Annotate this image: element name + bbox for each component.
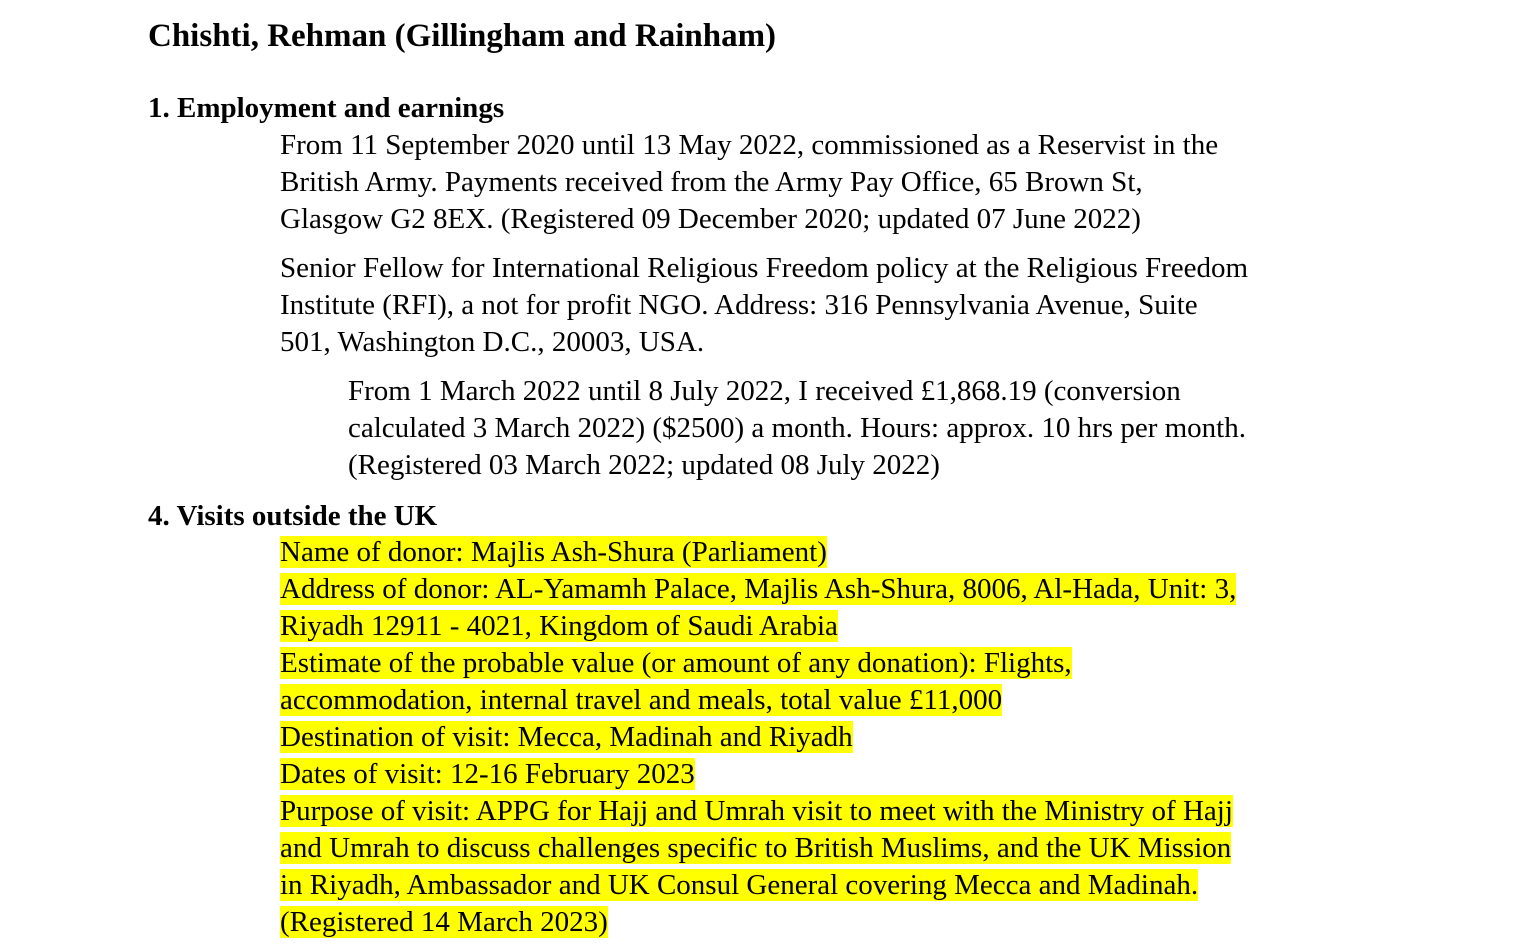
paragraph-line: From 11 September 2020 until 13 May 2022, commissioned as a Reservist in the: [280, 129, 1219, 161]
paragraph-line: Institute (RFI), a not for profit NGO. Address: 316 Pennsylvania Avenue, Suite: [280, 289, 1198, 321]
highlighted-text: Address of donor: AL-Yamamh Palace, Majlis Ash-Shura, 8006, Al-Hada, Unit: 3,: [280, 573, 1237, 605]
visit-line-destination: [280, 719, 1236, 756]
visit-line-dates: [280, 756, 1236, 793]
highlighted-text: Dates of visit: 12-16 February 2023: [280, 758, 695, 790]
highlighted-text: Destination of visit: Mecca, Madinah and Riyadh: [280, 721, 853, 753]
section-heading-employment: 1. Employment and earnings: [148, 92, 505, 124]
visit-line-purpose: [280, 793, 1236, 830]
visit-line-purpose: [280, 867, 1236, 904]
highlighted-text: Name of donor: Majlis Ash-Shura (Parliament): [280, 536, 827, 568]
paragraph-line: calculated 3 March 2022) ($2500) a month. Hours: approx. 10 hrs per month.: [348, 412, 1246, 444]
highlighted-text: Purpose of visit: APPG for Hajj and Umrah visit to meet with the Ministry of Hajj: [280, 795, 1233, 827]
visit-line-donor-address: [280, 571, 1236, 608]
paragraph-line: (Registered 03 March 2022; updated 08 July 2022): [348, 449, 940, 481]
paragraph-line: Senior Fellow for International Religious Freedom policy at the Religious Freedom: [280, 252, 1249, 284]
highlighted-text: Riyadh 12911 - 4021, Kingdom of Saudi Arabia: [280, 610, 838, 642]
visit-line-value: [280, 682, 1236, 719]
employment-paragraph-senior-fellow: [280, 250, 1248, 361]
highlighted-text: in Riyadh, Ambassador and UK Consul General covering Mecca and Madinah.: [280, 869, 1199, 901]
visit-line-donor-address: [280, 608, 1236, 645]
visit-details-block: [280, 534, 1236, 941]
member-name-title: Chishti, Rehman (Gillingham and Rainham): [148, 18, 777, 54]
visit-line-purpose: [280, 830, 1236, 867]
highlighted-text: and Umrah to discuss challenges specific to British Muslims, and the UK Mission: [280, 832, 1232, 864]
visit-line-donor-name: [280, 534, 1236, 571]
employment-paragraph-payments: [348, 373, 1246, 484]
highlighted-text: accommodation, internal travel and meals, total value £11,000: [280, 684, 1003, 716]
section-heading-visits: 4. Visits outside the UK: [148, 500, 438, 532]
paragraph-line: From 1 March 2022 until 8 July 2022, I received £1,868.19 (conversion: [348, 375, 1181, 407]
visit-line-registered: [280, 904, 1236, 941]
paragraph-line: 501, Washington D.C., 20003, USA.: [280, 326, 705, 358]
paragraph-line: Glasgow G2 8EX. (Registered 09 December 2020; updated 07 June 2022): [280, 203, 1141, 235]
highlighted-text: Estimate of the probable value (or amount of any donation): Flights,: [280, 647, 1072, 679]
employment-paragraph-reservist: [280, 127, 1218, 238]
paragraph-line: British Army. Payments received from the Army Pay Office, 65 Brown St,: [280, 166, 1143, 198]
visit-line-value: [280, 645, 1236, 682]
highlighted-text: (Registered 14 March 2023): [280, 906, 608, 938]
